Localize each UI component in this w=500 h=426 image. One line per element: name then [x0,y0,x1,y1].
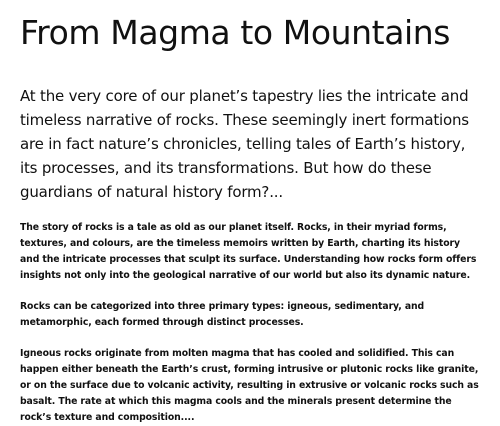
article-lede: At the very core of our planet’s tapestry lies the intricate and timeless narrative of rocks. These seemingly inert formations are in fact nature’s chronicles, telling tales of Earth’s history, its processes, and its transformations. But how do these guardians of natural history form?... [20,87,469,201]
article [20,12,482,426]
article-paragraph-1: The story of rocks is a tale as old as our planet itself. Rocks, in their myriad forms, textures, and colours, are the timeless memoirs written by Earth, charting its history and the intricate processes that sculpt its surface. Understanding how rocks form offers insights not only into the geological narrative of our world but also its dynamic nature. [20,222,477,281]
article-paragraph-2: Rocks can be categorized into three primary types: igneous, sedimentary, and metamorphic, each formed through distinct processes. [20,301,425,328]
page-title: From Magma to Mountains [20,13,451,52]
article-paragraph-3: Igneous rocks originate from molten magma that has cooled and solidified. This can happen either beneath the Earth’s crust, forming intrusive or plutonic rocks like granite, or on the surface due to volcanic activity, resulting in extrusive or volcanic rocks such as basalt. The rate at which this magma cools and the minerals present determine the rock’s texture and composition.... [20,348,479,423]
